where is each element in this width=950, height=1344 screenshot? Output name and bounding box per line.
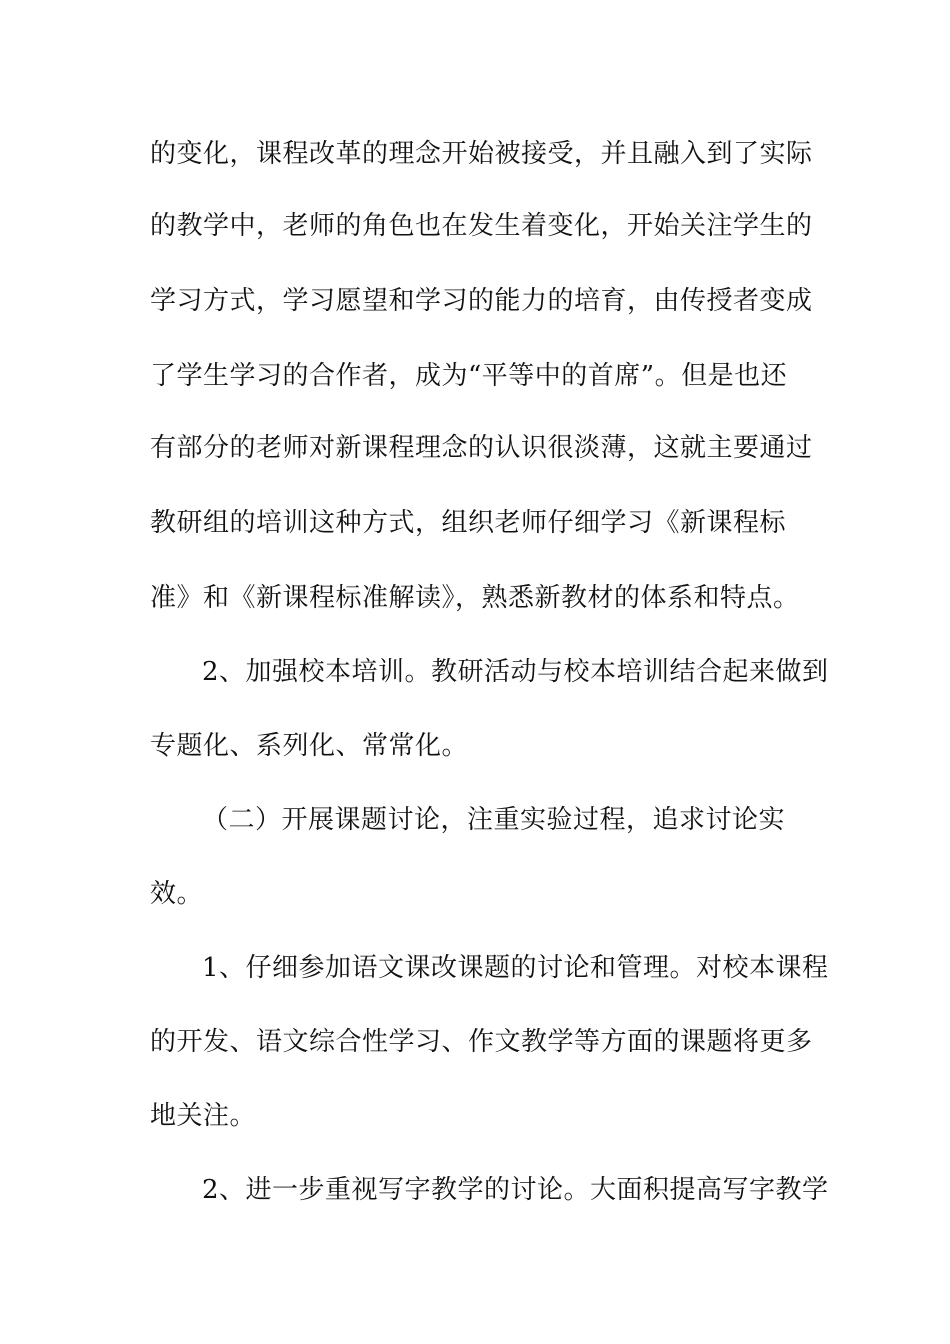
- text-line: 学习方式，学习愿望和学习的能力的培育，由传授者变成: [150, 286, 813, 316]
- text-line: 的开发、语文综合性学习、作文教学等方面的课题将更多: [150, 1027, 813, 1057]
- text-line: 专题化、系列化、常常化。: [150, 731, 469, 761]
- paragraph-heading-1: 1、仔细参加语文课改课题的讨论和管理。对校本课程: [202, 953, 829, 983]
- text-line: 有部分的老师对新课程理念的认识很淡薄，这就主要通过: [150, 433, 813, 463]
- text-line: 的教学中，老师的角色也在发生着变化，开始关注学生的: [150, 211, 813, 241]
- text-line: 效。: [150, 879, 204, 909]
- section-heading-2: （二）开展课题讨论，注重实验过程，追求讨论实: [202, 805, 786, 835]
- paragraph-heading-2b: 2、进一步重视写字教学的讨论。大面积提高写字教学: [202, 1175, 829, 1205]
- text-line: 教研组的培训这种方式，组织老师仔细学习《新课程标: [150, 508, 787, 538]
- text-line: 了学生学习的合作者，成为“平等中的首席”。但是也还: [150, 361, 788, 391]
- paragraph-heading-2: 2、加强校本培训。教研活动与校本培训结合起来做到: [202, 657, 829, 687]
- text-line: 地关注。: [150, 1101, 257, 1131]
- text-line: 准》和《新课程标准解读》，熟悉新教材的体系和特点。: [150, 583, 800, 613]
- text-line: 的变化，课程改革的理念开始被接受，并且融入到了实际: [150, 139, 813, 169]
